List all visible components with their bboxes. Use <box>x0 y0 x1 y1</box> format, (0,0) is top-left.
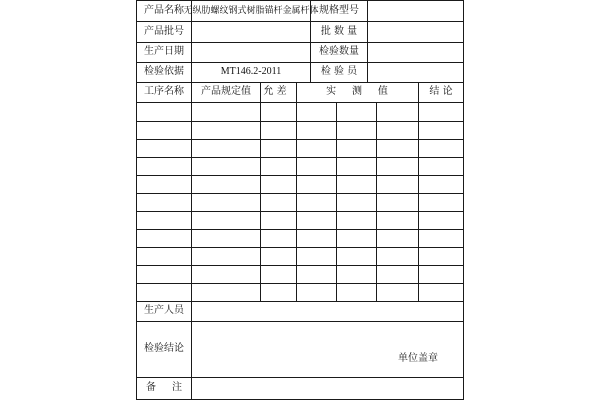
row-divider <box>136 157 464 158</box>
row-divider <box>136 82 464 83</box>
col-divider <box>367 0 368 83</box>
row-divider <box>136 265 464 266</box>
spec-model-label: 规格型号 <box>319 5 359 16</box>
col-divider <box>376 102 377 302</box>
col-header-tolerance: 允 差 <box>263 86 287 97</box>
inspection-qty-label: 检验数量 <box>319 46 359 57</box>
batch-no-label: 产品批号 <box>144 26 184 37</box>
form-border-right <box>463 0 464 400</box>
row-divider <box>136 211 464 212</box>
row-divider <box>136 321 464 322</box>
col-header-measured: 实 测 值 <box>326 86 388 97</box>
row-divider <box>136 42 464 43</box>
inspection-basis-label: 检验依据 <box>144 66 184 77</box>
col-divider <box>336 102 337 302</box>
row-divider <box>136 121 464 122</box>
row-divider <box>136 229 464 230</box>
row-divider <box>136 193 464 194</box>
row-divider <box>136 102 464 103</box>
col-header-process-name: 工序名称 <box>144 86 184 97</box>
batch-qty-label: 批 数 量 <box>320 26 358 37</box>
col-header-conclusion: 结 论 <box>429 86 453 97</box>
row-divider <box>136 247 464 248</box>
row-divider <box>136 62 464 63</box>
row-divider <box>136 139 464 140</box>
product-name-value[interactable]: 无纵肋螺纹钢式树脂锚杆金属杆体 <box>183 6 319 16</box>
row-divider <box>136 301 464 302</box>
row-divider <box>136 21 464 22</box>
col-divider <box>418 82 419 302</box>
inspector-label: 检 验 员 <box>320 66 358 77</box>
form-border-left <box>136 0 137 400</box>
col-divider <box>260 82 261 302</box>
product-name-label: 产品名称 <box>144 5 184 16</box>
col-header-spec-value: 产品规定值 <box>201 86 251 97</box>
production-date-label: 生产日期 <box>144 46 184 57</box>
inspection-conclusion-label: 检验结论 <box>144 343 184 354</box>
production-staff-label: 生产人员 <box>144 305 184 316</box>
stamp-text: 单位盖章 <box>398 353 438 364</box>
row-divider <box>136 283 464 284</box>
remarks-label: 备 注 <box>146 382 182 393</box>
col-divider <box>191 0 192 400</box>
inspection-basis-value[interactable]: MT146.2-2011 <box>220 66 282 77</box>
row-divider <box>136 175 464 176</box>
form-border-top <box>136 0 464 1</box>
row-divider <box>136 377 464 378</box>
col-divider <box>296 82 297 302</box>
